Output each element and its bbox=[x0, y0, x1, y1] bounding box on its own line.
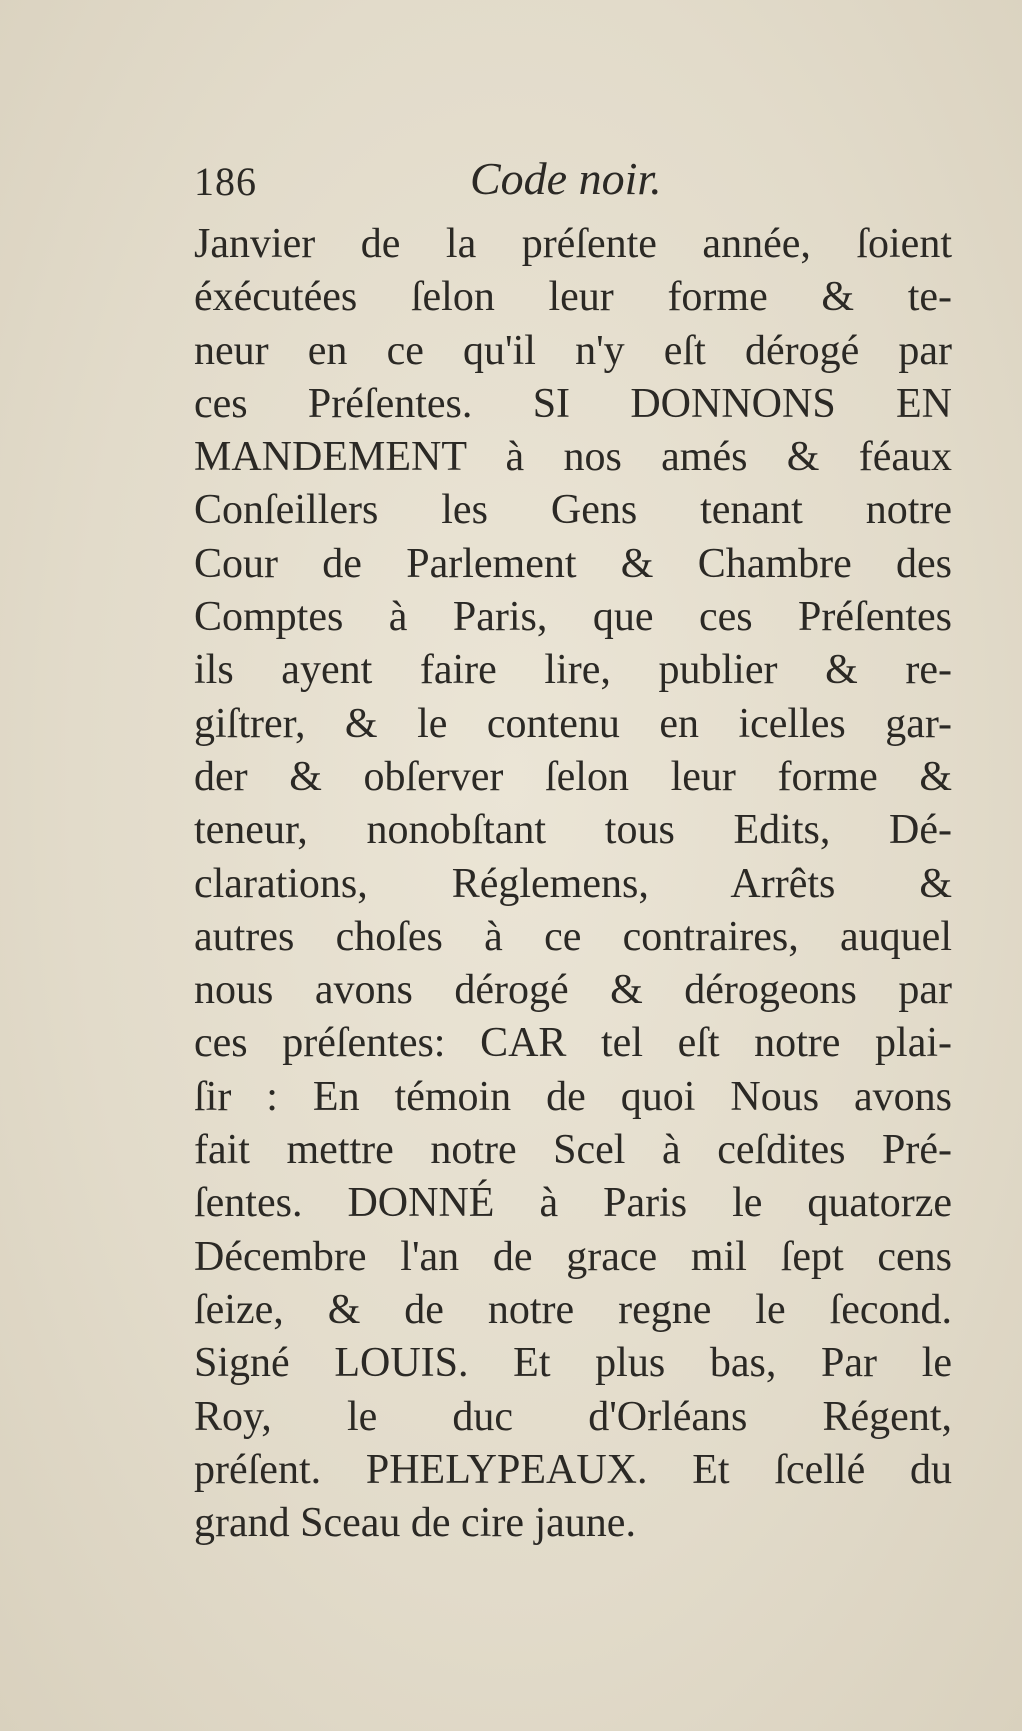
text-line: ſir : En témoin de quoi Nous avons bbox=[194, 1073, 952, 1120]
text-line: Roy, le duc d'Orléans Régent, bbox=[194, 1393, 952, 1440]
text-line: Signé LOUIS. Et plus bas, Par le bbox=[194, 1340, 952, 1387]
text-line: autres choſes à ce contraires, auquel bbox=[194, 913, 952, 960]
body-text bbox=[194, 218, 952, 1550]
text-line: ils ayent faire lire, publier & re- bbox=[194, 647, 952, 694]
text-line: clarations, Réglemens, Arrêts & bbox=[194, 860, 952, 907]
text-line: ces Préſentes. SI DONNONS EN bbox=[194, 380, 952, 427]
running-title: Code noir. bbox=[470, 153, 662, 204]
text-line: éxécutées ſelon leur forme & te- bbox=[194, 274, 952, 321]
text-line: neur en ce qu'il n'y eſt dérogé par bbox=[194, 327, 952, 374]
text-line: nous avons dérogé & dérogeons par bbox=[194, 967, 952, 1014]
text-line: Janvier de la préſente année, ſoient bbox=[194, 221, 952, 267]
page-number: 186 bbox=[194, 159, 257, 204]
text-line: der & obſerver ſelon leur forme & bbox=[194, 753, 952, 800]
text-line: Décembre l'an de grace mil ſept cens bbox=[194, 1233, 952, 1280]
text-line: Comptes à Paris, que ces Préſentes bbox=[194, 594, 952, 641]
text-line: préſent. PHELYPEAUX. Et ſcellé du bbox=[194, 1446, 952, 1493]
text-line: MANDEMENT à nos amés & féaux bbox=[194, 434, 952, 481]
text-line: Conſeillers les Gens tenant notre bbox=[194, 487, 952, 534]
page-header bbox=[190, 150, 960, 210]
text-line: Cour de Parlement & Chambre des bbox=[194, 540, 952, 587]
text-line: grand Sceau de cire jaune. bbox=[194, 1500, 636, 1547]
text-line: teneur, nonobſtant tous Edits, Dé- bbox=[194, 807, 952, 854]
text-line: fait mettre notre Scel à ceſdites Pré- bbox=[194, 1127, 952, 1174]
text-line: ces préſentes: CAR tel eſt notre plai- bbox=[194, 1020, 952, 1067]
text-line: ſentes. DONNÉ à Paris le quatorze bbox=[194, 1180, 952, 1227]
text-line: giſtrer, & le contenu en icelles gar- bbox=[194, 700, 952, 747]
text-line: ſeize, & de notre regne le ſecond. bbox=[194, 1286, 952, 1333]
